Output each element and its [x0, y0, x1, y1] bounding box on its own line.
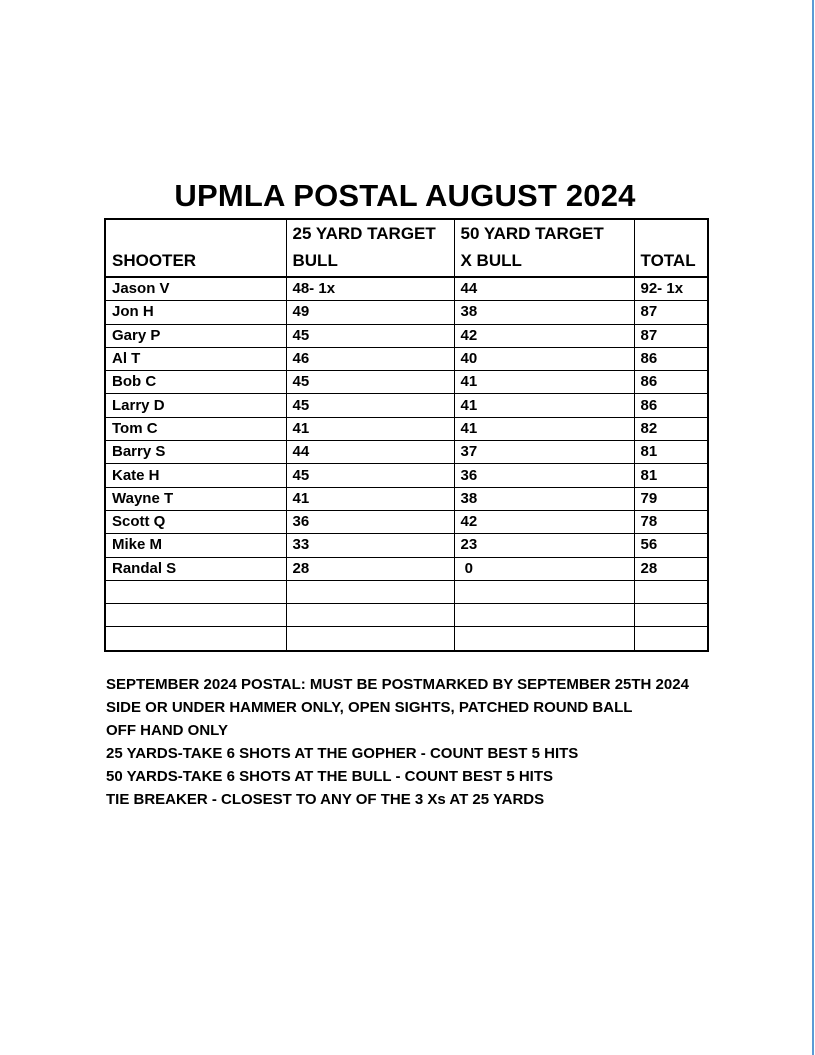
table-row [105, 347, 708, 370]
table-row [105, 557, 708, 580]
cell-shooter [105, 627, 286, 651]
cell-shooter: Al T [105, 347, 286, 370]
cell-shooter [105, 580, 286, 603]
header-row [105, 219, 708, 277]
cell-25-yard: 28 [286, 557, 454, 580]
cell-50-yard: 23 [454, 534, 634, 557]
cell-50-yard: 38 [454, 301, 634, 324]
header-line: 25 YARD TARGET [292, 224, 436, 243]
page-title: UPMLA POSTAL AUGUST 2024 [174, 178, 636, 213]
cell-total: 86 [634, 371, 708, 394]
cell-total: 87 [634, 301, 708, 324]
table-row [105, 580, 708, 603]
cell-25-yard: 49 [286, 301, 454, 324]
table-row [105, 604, 708, 627]
header-total [634, 219, 708, 277]
cell-total: 78 [634, 510, 708, 533]
cell-25-yard: 44 [286, 441, 454, 464]
table-row [105, 534, 708, 557]
header-line: X BULL [460, 251, 522, 270]
cell-25-yard: 33 [286, 534, 454, 557]
cell-total: 92- 1x [634, 277, 708, 301]
cell-shooter: Larry D [105, 394, 286, 417]
note-line: OFF HAND ONLY [106, 722, 228, 739]
rules-notes [106, 673, 746, 811]
cell-25-yard: 45 [286, 394, 454, 417]
cell-25-yard [286, 604, 454, 627]
cell-25-yard: 45 [286, 371, 454, 394]
cell-shooter: Tom C [105, 417, 286, 440]
cell-shooter: Bob C [105, 371, 286, 394]
cell-total: 56 [634, 534, 708, 557]
cell-total: 81 [634, 464, 708, 487]
cell-50-yard: 44 [454, 277, 634, 301]
cell-shooter: Jason V [105, 277, 286, 301]
cell-50-yard: 38 [454, 487, 634, 510]
cell-25-yard: 41 [286, 487, 454, 510]
note-line: TIE BREAKER - CLOSEST TO ANY OF THE 3 Xs AT 25 YARDS [106, 791, 545, 808]
cell-shooter: Mike M [105, 534, 286, 557]
header-line: TOTAL [640, 251, 696, 270]
header-25-yard [286, 219, 454, 277]
cell-total: 79 [634, 487, 708, 510]
table-row [105, 627, 708, 651]
note-line: 25 YARDS-TAKE 6 SHOTS AT THE GOPHER - COUNT BEST 5 HITS [106, 745, 579, 762]
scores-table [104, 218, 709, 652]
cell-50-yard: 41 [454, 394, 634, 417]
cell-shooter: Jon H [105, 301, 286, 324]
cell-50-yard [454, 627, 634, 651]
header-50-yard [454, 219, 634, 277]
cell-50-yard: 42 [454, 324, 634, 347]
page-edge-divider [812, 0, 814, 1055]
cell-50-yard: 42 [454, 510, 634, 533]
note-line: SIDE OR UNDER HAMMER ONLY, OPEN SIGHTS, PATCHED ROUND BALL [106, 699, 633, 716]
table-row [105, 277, 708, 301]
header-line: BULL [292, 251, 338, 270]
table-row [105, 324, 708, 347]
cell-50-yard: 41 [454, 417, 634, 440]
header-line: 50 YARD TARGET [460, 224, 604, 243]
cell-shooter: Wayne T [105, 487, 286, 510]
header-shooter [105, 219, 286, 277]
cell-total [634, 580, 708, 603]
table-row [105, 487, 708, 510]
cell-25-yard: 36 [286, 510, 454, 533]
cell-total: 82 [634, 417, 708, 440]
scores-body [105, 277, 708, 651]
cell-50-yard [454, 580, 634, 603]
cell-25-yard [286, 627, 454, 651]
cell-total: 86 [634, 347, 708, 370]
cell-25-yard: 45 [286, 464, 454, 487]
cell-50-yard: 36 [454, 464, 634, 487]
cell-25-yard [286, 580, 454, 603]
table-row [105, 371, 708, 394]
cell-shooter [105, 604, 286, 627]
cell-total [634, 604, 708, 627]
cell-25-yard: 41 [286, 417, 454, 440]
table-row [105, 301, 708, 324]
table-row [105, 464, 708, 487]
note-line: 50 YARDS-TAKE 6 SHOTS AT THE BULL - COUNT BEST 5 HITS [106, 768, 553, 785]
cell-total [634, 627, 708, 651]
table-row [105, 510, 708, 533]
cell-shooter: Gary P [105, 324, 286, 347]
cell-shooter: Kate H [105, 464, 286, 487]
cell-50-yard [454, 604, 634, 627]
cell-25-yard: 45 [286, 324, 454, 347]
cell-total: 81 [634, 441, 708, 464]
table-row [105, 394, 708, 417]
cell-shooter: Randal S [105, 557, 286, 580]
cell-total: 87 [634, 324, 708, 347]
table-row [105, 441, 708, 464]
note-line: SEPTEMBER 2024 POSTAL: MUST BE POSTMARKED BY SEPTEMBER 25TH 2024 [106, 676, 689, 693]
cell-total: 86 [634, 394, 708, 417]
table-row [105, 417, 708, 440]
cell-50-yard: 41 [454, 371, 634, 394]
cell-50-yard: 37 [454, 441, 634, 464]
cell-shooter: Scott Q [105, 510, 286, 533]
cell-50-yard: 0 [454, 557, 634, 580]
cell-shooter: Barry S [105, 441, 286, 464]
cell-25-yard: 48- 1x [286, 277, 454, 301]
header-line: SHOOTER [112, 251, 197, 270]
cell-50-yard: 40 [454, 347, 634, 370]
cell-25-yard: 46 [286, 347, 454, 370]
cell-total: 28 [634, 557, 708, 580]
